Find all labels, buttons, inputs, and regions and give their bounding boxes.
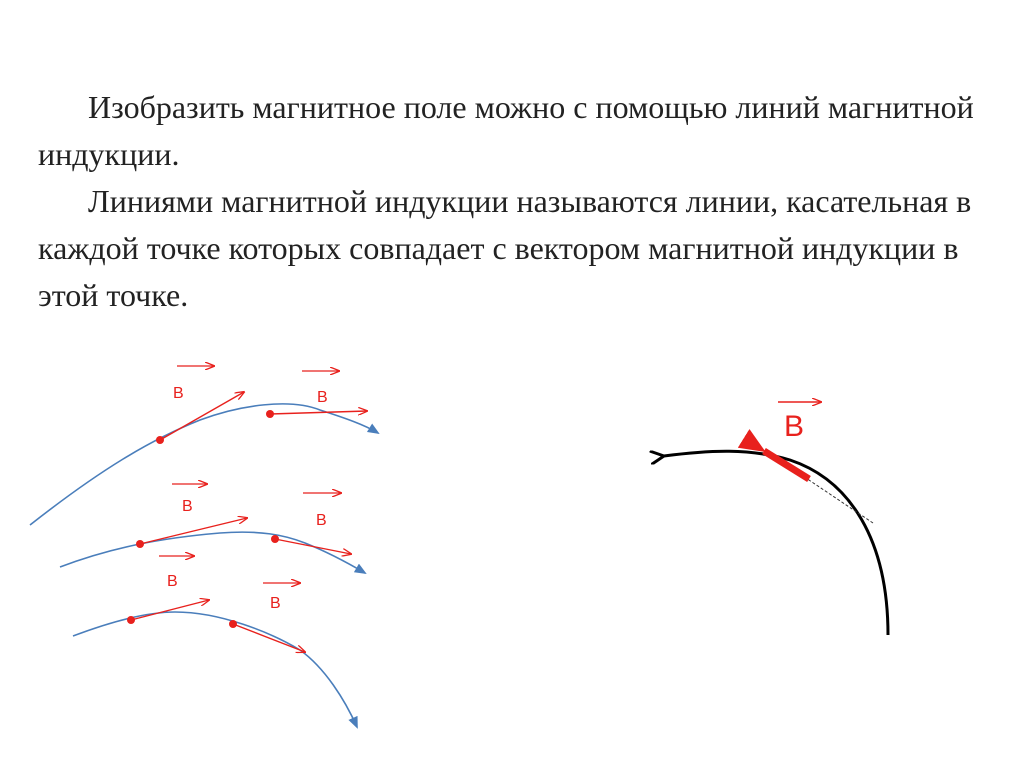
tangent-vector — [140, 518, 247, 544]
tangent-vector — [270, 411, 367, 414]
field-line-curve — [60, 532, 365, 573]
vector-label-b: B — [182, 498, 193, 515]
tangent-vector — [233, 624, 305, 652]
field-line-curve — [73, 612, 357, 727]
vector-label-b-large: B — [784, 410, 805, 443]
field-line-curve — [30, 404, 378, 525]
field-line-3 — [73, 556, 357, 727]
tangent-line — [800, 474, 873, 523]
tangent-illustration — [664, 402, 888, 635]
vector-label-b: B — [167, 573, 178, 590]
field-line-2 — [60, 484, 365, 573]
definition-paragraph: Линиями магнитной индукции называются линии, касательная в каждой точке которых совпадает с вектором магнитной индукции в этой точке. — [38, 183, 972, 313]
intro-paragraph: Изобразить магнитное поле можно с помощью линий магнитной индукции. — [38, 89, 974, 172]
vector-label-b: B — [316, 512, 327, 529]
vector-label-b: B — [317, 389, 328, 406]
vector-label-b: B — [270, 595, 281, 612]
field-line-1 — [30, 366, 378, 525]
tangent-vector — [131, 600, 209, 620]
vector-label-b: B — [173, 385, 184, 402]
field-line-arc — [664, 451, 888, 635]
tangent-vector — [275, 539, 351, 554]
